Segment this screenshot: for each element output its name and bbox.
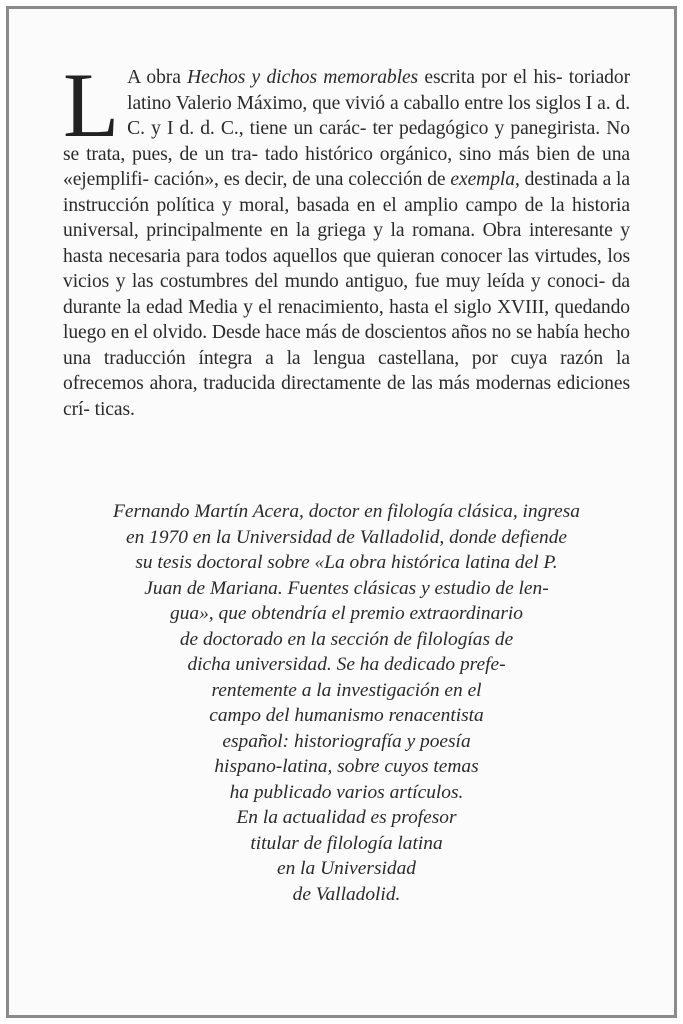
synopsis-text-segment: toriador latino Valerio Máximo, que vivió a caballo bbox=[127, 67, 630, 114]
synopsis-text-segment: da durante la edad Media y el renacimiento, hasta el siglo bbox=[63, 271, 630, 318]
synopsis-text-segment: entre los siglos I a. d. C. y I d. d. C., tiene un carác- bbox=[127, 92, 631, 139]
author-bio-line: su tesis doctoral sobre «La obra histórica latina del P. bbox=[135, 552, 558, 573]
author-bio-line: en 1970 en la Universidad de Valladolid, donde defiende bbox=[125, 526, 568, 548]
synopsis-text-segment: ticas. bbox=[94, 398, 135, 420]
synopsis-text-segment: romana. Obra interesante y hasta necesaria para todos bbox=[63, 220, 630, 267]
italic-title-segment: exempla bbox=[450, 169, 515, 190]
drop-cap: L bbox=[63, 54, 120, 156]
author-bio-line: de Valladolid. bbox=[292, 883, 401, 905]
synopsis-text-segment: a la instrucción política y moral, basada en el amplio campo bbox=[63, 169, 630, 216]
italic-title-segment: Hechos y dichos memorables bbox=[187, 67, 419, 88]
synopsis-text-segment: costumbres del mundo antiguo, fue muy leída y conoci- bbox=[159, 271, 606, 292]
author-bio bbox=[63, 499, 630, 907]
author-bio-line: En la actualidad es profesor bbox=[236, 807, 457, 828]
author-bio-line: titular de filología latina bbox=[250, 832, 443, 854]
author-bio-line: de doctorado en la sección de filologías de bbox=[179, 628, 514, 650]
author-bio-line: Fernando Martín Acera, doctor en filología clásica, ingresa bbox=[113, 501, 580, 522]
author-bio-line: dicha universidad. Se ha dedicado prefe- bbox=[187, 654, 506, 675]
author-bio-line: gua», que obtendría el premio extraordinario bbox=[170, 603, 523, 624]
synopsis-text-segment: cación», es decir, de una colección de bbox=[153, 169, 451, 190]
synopsis-text-segment: traducida directamente de las más modernas ediciones crí- bbox=[63, 373, 630, 420]
synopsis-text-segment: A obra bbox=[127, 67, 188, 88]
author-bio-line: ha publicado varios artículos. bbox=[229, 781, 464, 803]
synopsis-text-segment: de la historia universal, principalmente en la griega y la bbox=[63, 194, 630, 241]
author-bio-line: español: historiografía y poesía bbox=[222, 730, 471, 752]
synopsis-paragraph bbox=[63, 54, 631, 422]
synopsis-text-segment: ter pedagógico y panegirista. No se trata, pues, de un tra- bbox=[63, 118, 630, 165]
synopsis-text-segment: a la lengua castellana, por cuya razón la ofrecemos ahora, bbox=[63, 347, 630, 394]
author-bio-line: en la Universidad bbox=[277, 858, 416, 879]
author-bio-line: campo del humanismo renacentista bbox=[209, 705, 484, 726]
synopsis-text-segment: aquellos que quieran conocer las virtudes, los vicios y las bbox=[63, 245, 630, 292]
synopsis-text-segment: doscientos años no se había hecho una traducción íntegra bbox=[63, 322, 630, 369]
back-cover bbox=[6, 6, 677, 1018]
synopsis-text-segment: XVIII, quedando luego en el olvido. Desde hace más de bbox=[63, 296, 630, 343]
author-bio-line: rentemente a la investigación en el bbox=[211, 679, 482, 701]
synopsis-text-segment: escrita por el his- bbox=[418, 67, 563, 88]
author-bio-line: hispano-latina, sobre cuyos temas bbox=[214, 756, 479, 777]
synopsis-text-segment: , destinada bbox=[514, 169, 598, 190]
author-bio-line: Juan de Mariana. Fuentes clásicas y estudio de len- bbox=[144, 577, 549, 599]
synopsis-text-segment: tado histórico orgánico, sino más bien de una «ejemplifi- bbox=[63, 143, 630, 190]
